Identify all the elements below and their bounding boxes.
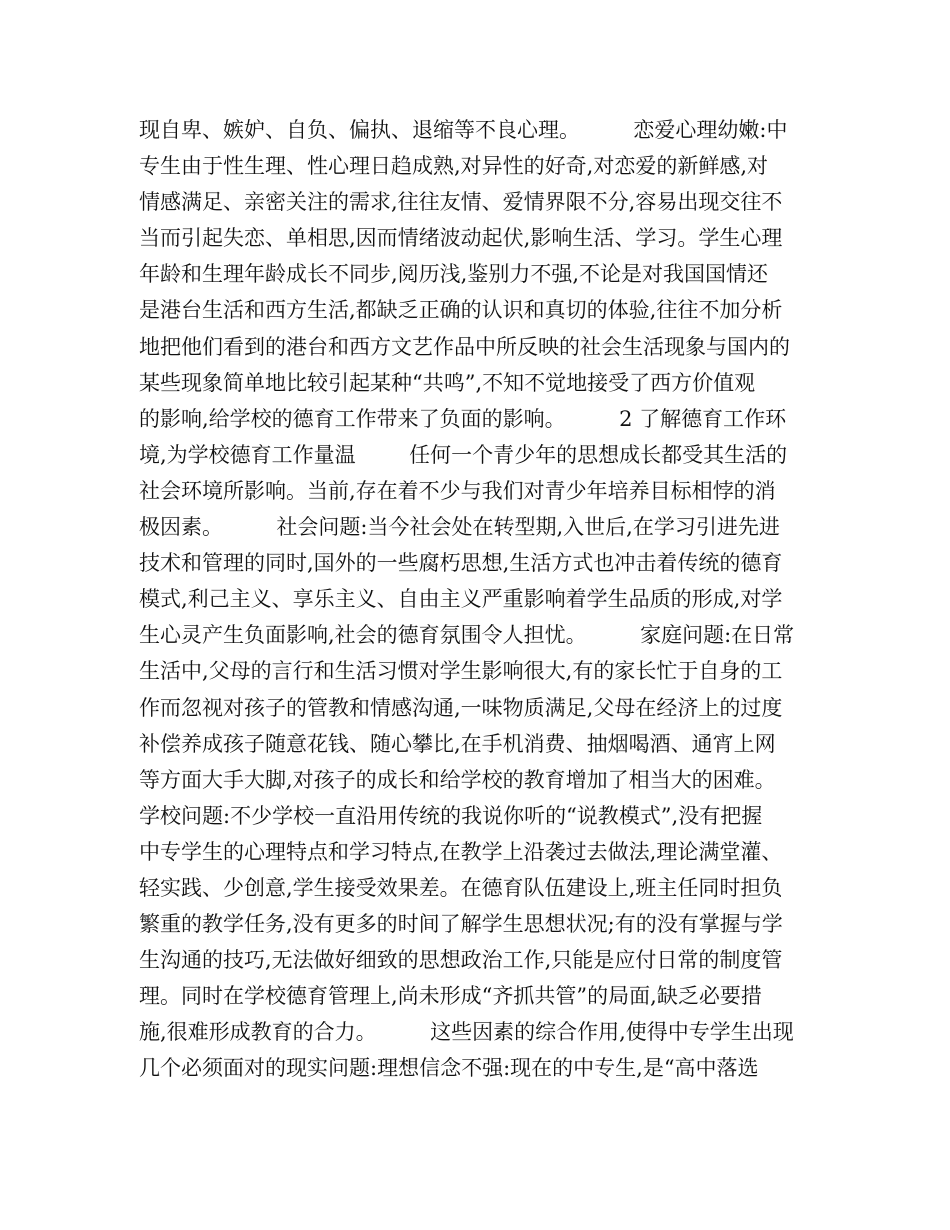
text-line: 的影响,给学校的德育工作带来了负面的影响。 2 了解德育工作环 bbox=[139, 406, 787, 431]
text-line: 理。同时在学校德育管理上,尚未形成“齐抓共管”的局面,缺乏必要措 bbox=[139, 984, 762, 1009]
text-line: 作而忽视对孩子的管教和情感沟通,一味物质满足,父母在经济上的过度 bbox=[139, 695, 783, 720]
text-line: 某些现象简单地比较引起某种“共鸣”,不知不觉地接受了西方价值观 bbox=[139, 370, 756, 395]
text-line: 轻实践、少创意,学生接受效果差。在德育队伍建设上,班主任同时担负 bbox=[139, 875, 783, 900]
text-line: 等方面大手大脚,对孩子的成长和给学校的教育增加了相当大的困难。 bbox=[139, 767, 776, 792]
text-line: 生沟通的技巧,无法做好细致的思想政治工作,只能是应付日常的制度管 bbox=[139, 948, 783, 973]
text-line: 几个必须面对的现实问题:理想信念不强:现在的中专生,是“高中落选 bbox=[139, 1056, 759, 1081]
text-line: 是港台生活和西方生活,都缺乏正确的认识和真切的体验,往往不加分析 bbox=[139, 298, 783, 323]
text-line: 社会环境所影响。当前,存在着不少与我们对青少年培养目标相悖的消 bbox=[139, 478, 776, 503]
text-line: 模式,利己主义、享乐主义、自由主义严重影响着学生品质的形成,对学 bbox=[139, 587, 783, 612]
text-line: 繁重的教学任务,没有更多的时间了解学生思想状况;有的没有掌握与学 bbox=[139, 912, 783, 937]
text-line: 专生由于性生理、性心理日趋成熟,对异性的好奇,对恋爱的新鲜感,对 bbox=[139, 154, 769, 179]
text-line: 现自卑、嫉妒、自负、偏执、退缩等不良心理。 恋爱心理幼嫩:中 bbox=[139, 118, 788, 142]
text-line: 中专学生的心理特点和学习特点,在教学上沿袭过去做法,理论满堂灌、 bbox=[139, 839, 783, 864]
text-line: 极因素。 社会问题:当今社会处在转型期,入世后,在学习引进先进 bbox=[139, 515, 780, 540]
text-line: 学校问题:不少学校一直沿用传统的我说你听的“说教模式”,没有把握 bbox=[139, 803, 763, 828]
text-line: 补偿养成孩子随意花钱、随心攀比,在手机消费、抽烟喝酒、通宵上网 bbox=[139, 731, 776, 756]
text-line: 情感满足、亲密关注的需求,往往友情、爱情界限不分,容易出现交往不 bbox=[139, 190, 783, 215]
text-line: 生心灵产生负面影响,社会的德育氛围令人担忧。 家庭问题:在日常 bbox=[139, 623, 795, 648]
text-line: 技术和管理的同时,国外的一些腐朽思想,生活方式也冲击着传统的德育 bbox=[139, 551, 783, 576]
text-line: 地把他们看到的港台和西方文艺作品中所反映的社会生活现象与国内的 bbox=[139, 334, 790, 359]
text-line: 生活中,父母的言行和生活习惯对学生影响很大,有的家长忙于自身的工 bbox=[139, 659, 783, 684]
text-line: 施,很难形成教育的合力。 这些因素的综合作用,使得中专学生出现 bbox=[139, 1020, 794, 1045]
body-text bbox=[139, 112, 819, 1087]
text-line: 当而引起失恋、单相思,因而情绪波动起伏,影响生活、学习。学生心理 bbox=[139, 226, 783, 251]
text-line: 境,为学校德育工作量温 任何一个青少年的思想成长都受其生活的 bbox=[139, 442, 788, 467]
text-line: 年龄和生理年龄成长不同步,阅历浅,鉴别力不强,不论是对我国国情还 bbox=[139, 262, 769, 287]
